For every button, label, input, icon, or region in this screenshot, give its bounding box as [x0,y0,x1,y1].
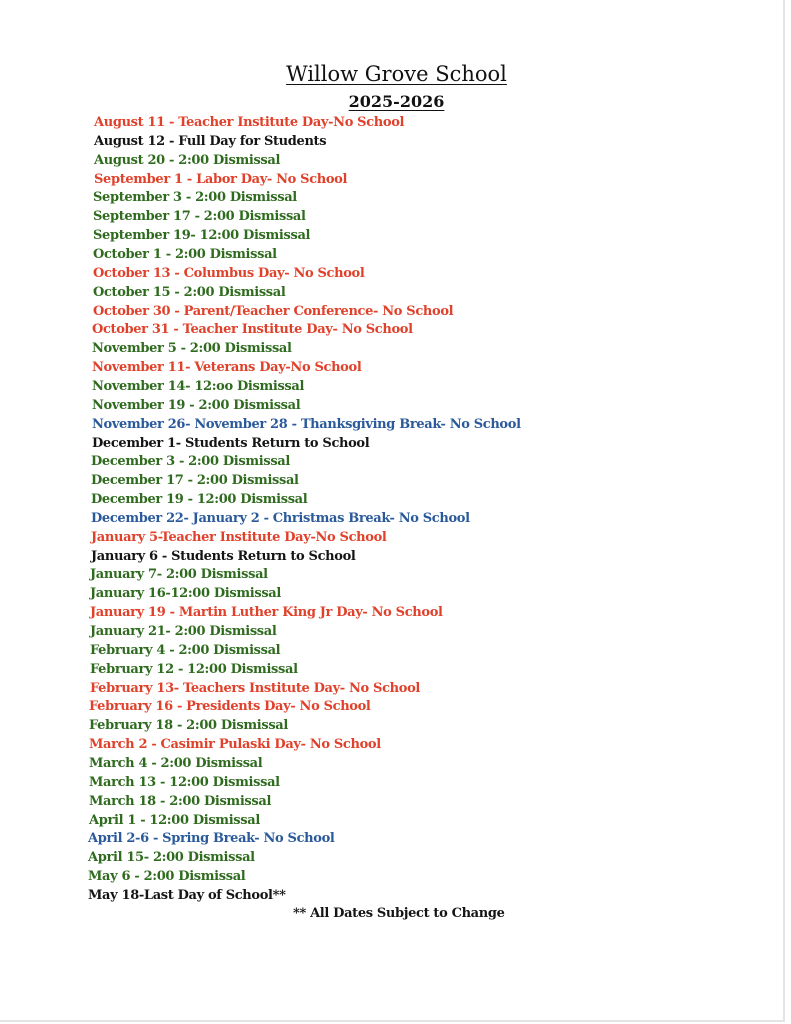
event-item: April 15- 2:00 Dismissal [88,850,255,866]
event-item: November 19 - 2:00 Dismissal [92,397,301,413]
event-item: October 13 - Columbus Day- No School [93,265,365,281]
event-item: August 20 - 2:00 Dismissal [94,152,281,168]
event-item: September 3 - 2:00 Dismissal [93,190,297,206]
event-item: August 12 - Full Day for Students [94,133,327,149]
event-item: December 3 - 2:00 Dismissal [91,454,290,470]
event-item: May 18-Last Day of School** [88,887,286,903]
event-item: October 15 - 2:00 Dismissal [93,284,286,300]
event-item: May 6 - 2:00 Dismissal [88,869,246,884]
event-item: January 7- 2:00 Dismissal [90,567,268,583]
event-item: September 19- 12:00 Dismissal [93,228,311,244]
event-item: February 18 - 2:00 Dismissal [89,718,288,734]
event-item: December 1- Students Return to School [92,435,370,451]
event-item: August 11 - Teacher Institute Day-No School [94,115,405,130]
event-item: December 17 - 2:00 Dismissal [91,473,299,489]
event-item: January 16-12:00 Dismissal [90,586,281,602]
event-item: March 4 - 2:00 Dismissal [89,755,263,771]
event-item: February 13- Teachers Institute Day- No School [90,680,420,696]
event-item: October 1 - 2:00 Dismissal [93,247,277,262]
event-item: November 14- 12:oo Dismissal [92,378,305,394]
school-year: 2025-2026 [348,92,445,111]
event-item: September 17 - 2:00 Dismissal [93,209,306,225]
event-item: November 5 - 2:00 Dismissal [92,341,292,357]
footnote: ** All Dates Subject to Change [293,906,505,921]
event-item: November 26- November 28 - Thanksgiving Break- No School [92,416,521,432]
event-item: January 21- 2:00 Dismissal [90,624,277,639]
document-title: Willow Grove School [286,62,507,86]
event-item: October 31 - Teacher Institute Day- No School [92,322,413,338]
event-item: February 4 - 2:00 Dismissal [90,642,281,658]
event-item: March 2 - Casimir Pulaski Day- No School [89,737,381,753]
event-item: October 30 - Parent/Teacher Conference- No School [93,303,454,319]
event-item: March 18 - 2:00 Dismissal [89,793,272,809]
event-item: February 12 - 12:00 Dismissal [90,661,298,677]
event-item: January 19 - Martin Luther King Jr Day- No School [90,605,443,621]
event-item: March 13 - 12:00 Dismissal [89,774,280,790]
event-item: November 11- Veterans Day-No School [92,360,362,376]
event-item: April 1 - 12:00 Dismissal [89,812,260,828]
event-item: December 19 - 12:00 Dismissal [91,492,308,507]
event-item: January 6 - Students Return to School [91,548,356,564]
event-item: April 2-6 - Spring Break- No School [88,831,335,847]
event-item: September 1 - Labor Day- No School [94,171,348,187]
event-item: December 22- January 2 - Christmas Break- No School [91,510,470,526]
event-item: January 5-Teacher Institute Day-No School [91,529,387,545]
event-item: February 16 - Presidents Day- No School [89,699,371,715]
